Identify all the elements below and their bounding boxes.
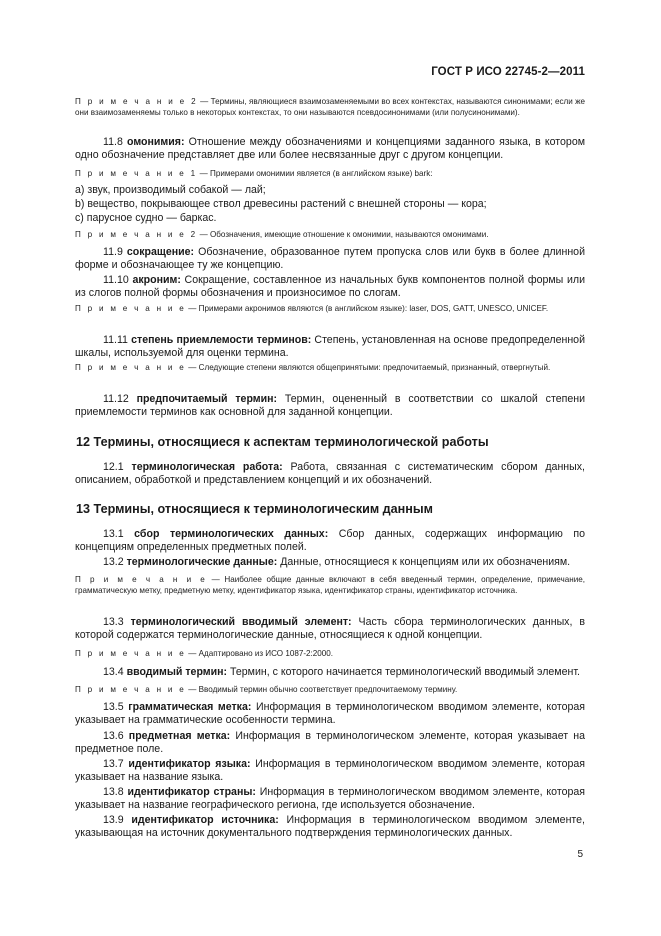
- term-text: Обозначение, образованное путем пропуска слов или букв в более длинной форме и обозначающее ту же концепцию.: [75, 246, 585, 271]
- term-text: Термин, с которого начинается терминологический вводимый элемент.: [227, 666, 580, 678]
- term-number: 13.4: [103, 666, 124, 678]
- list-item: a) звук, производимый собакой — лай;: [75, 184, 266, 196]
- note-label: П р и м е ч а н и е: [75, 685, 187, 694]
- term-number: 12.1: [103, 461, 124, 473]
- term-number: 13.2: [103, 556, 124, 568]
- list-item: c) парусное судно — баркас.: [75, 212, 217, 224]
- term-name: омонимия:: [127, 136, 185, 148]
- term-definition: [75, 393, 585, 419]
- term-name: сбор терминологических данных:: [134, 528, 329, 540]
- term-name: акроним:: [132, 274, 181, 286]
- term-text: Информация в терминологическом элементе, которая указывает на предметное поле.: [75, 730, 585, 755]
- note-paragraph: [75, 303, 585, 314]
- term-definition: [75, 461, 585, 487]
- term-number: 11.10: [103, 274, 129, 286]
- note-paragraph: [75, 574, 585, 596]
- term-definition: [75, 616, 585, 642]
- term-number: 11.9: [103, 246, 123, 258]
- note-text: — Адаптировано из ИСО 1087-2:2000.: [186, 649, 334, 658]
- term-text: Работа, связанная с систематическим сбором данных, описанием, обработкой и представлением концепций и их обозначений.: [75, 461, 585, 486]
- note-label: П р и м е ч а н и е 2: [75, 97, 198, 106]
- term-number: 13.6: [103, 730, 124, 742]
- note-text: — Обозначения, имеющие отношение к омонимии, называются омонимами.: [197, 230, 489, 239]
- term-name: сокращение:: [126, 246, 195, 258]
- term-definition: [75, 274, 585, 300]
- term-name: идентификатор языка:: [128, 758, 251, 770]
- term-name: идентификатор страны:: [127, 786, 256, 798]
- term-definition: [75, 814, 585, 840]
- note-paragraph: [75, 362, 585, 373]
- term-name: идентификатор источника:: [131, 814, 279, 826]
- note-label: П р и м е ч а н и е: [75, 575, 208, 584]
- term-text: Информация в терминологическом вводимом элементе, указывающая на источник документального подтверждения терминологических данных.: [75, 814, 585, 839]
- note-text: — Вводимый термин обычно соответствует предпочитаемому термину.: [186, 685, 458, 694]
- note-label: П р и м е ч а н и е: [75, 649, 187, 658]
- note-label: П р и м е ч а н и е: [75, 304, 187, 313]
- term-text: Отношение между обозначениями и концепциями заданного языка, в котором одно обозначение представляет две или более несвязанные друг с другом концепции.: [75, 136, 586, 161]
- term-definition: [75, 786, 585, 812]
- term-name: вводимый термин:: [126, 666, 228, 678]
- section-heading: 12 Термины, относящиеся к аспектам терминологической работы: [76, 435, 489, 449]
- note-label: П р и м е ч а н и е 2: [75, 230, 198, 239]
- term-definition: [75, 730, 585, 756]
- term-number: 11.8: [103, 136, 123, 148]
- term-text: Информация в терминологическом вводимом элементе, которая указывает на название языка.: [75, 758, 585, 783]
- term-definition: [75, 334, 585, 360]
- term-text: Часть сбора терминологических данных, в которой содержатся терминологические данные, относящиеся к одной концепции.: [75, 616, 585, 641]
- term-name: предметная метка:: [128, 730, 231, 742]
- list-item: b) вещество, покрывающее ствол древесины растений с внешней стороны — кора;: [75, 198, 487, 210]
- note-text: — Термины, являющиеся взаимозаменяемыми во всех контекстах, называются синонимами; если же они взаимозаменяемы только в некоторых контекстах, то они называются псевдосинонимами (или полусинонимами).: [75, 97, 586, 117]
- term-text: Данные, относящиеся к концепциям или их обозначениям.: [277, 556, 571, 568]
- term-text: Сбор данных, содержащих информацию по концепциям определенных предметных полей.: [75, 528, 586, 553]
- note-text: — Примерами омонимии является (в английском языке) bark:: [197, 169, 433, 178]
- term-number: 13.8: [103, 786, 124, 798]
- term-number: 13.7: [103, 758, 124, 770]
- section-heading: 13 Термины, относящиеся к терминологическим данным: [76, 502, 433, 516]
- note-paragraph: [75, 229, 585, 240]
- term-number: 11.12: [103, 393, 129, 405]
- term-name: терминологическая работа:: [131, 461, 283, 473]
- note-label: П р и м е ч а н и е 1: [75, 169, 198, 178]
- term-definition: [75, 701, 585, 727]
- note-text: — Наиболее общие данные включают в себя введенный термин, определение, примечание, грамматическую метку, предметную метку, идентификатор языка, идентификатор страны, идентификатор источника.: [75, 575, 585, 595]
- document-header: ГОСТ Р ИСО 22745-2—2011: [431, 66, 585, 78]
- term-name: предпочитаемый термин:: [136, 393, 278, 405]
- term-name: грамматическая метка:: [128, 701, 252, 713]
- term-number: 13.5: [103, 701, 124, 713]
- term-text: Степень, установленная на основе предопределенной шкалы, используемой для оценки термина.: [75, 334, 585, 359]
- term-number: 13.1: [103, 528, 124, 540]
- term-number: 13.3: [103, 616, 124, 628]
- term-number: 13.9: [103, 814, 124, 826]
- term-name: степень приемлемости терминов:: [131, 334, 312, 346]
- term-text: Информация в терминологическом вводимом элементе, которая указывает на название географического региона, где используется обозначение.: [75, 786, 585, 811]
- term-text: Термин, оцененный в соответствии со шкалой степени приемлемости терминов как основной для заданной концепции.: [75, 393, 585, 418]
- term-definition: [75, 136, 585, 162]
- term-definition: [75, 556, 585, 569]
- note-label: П р и м е ч а н и е: [75, 363, 187, 372]
- term-definition: [75, 666, 585, 679]
- term-definition: [75, 758, 585, 784]
- note-text: — Примерами акронимов являются (в английском языке): laser, DOS, GATT, UNESCO, UNICEF.: [186, 304, 549, 313]
- note-text: — Следующие степени являются общепринятыми: предпочитаемый, признанный, отвергнутый.: [186, 363, 551, 372]
- note-paragraph: [75, 648, 585, 659]
- term-name: терминологический вводимый элемент:: [130, 616, 352, 628]
- page-number: 5: [577, 849, 583, 860]
- term-definition: [75, 528, 585, 554]
- term-name: терминологические данные:: [126, 556, 278, 568]
- note-paragraph: [75, 168, 585, 179]
- term-text: Информация в терминологическом вводимом элементе, которая указывает на грамматические особенности термина.: [75, 701, 585, 726]
- note-paragraph: [75, 684, 585, 695]
- note-paragraph: [75, 96, 585, 118]
- term-definition: [75, 246, 585, 272]
- term-number: 11.11: [103, 334, 128, 346]
- term-text: Сокращение, составленное из начальных букв компонентов полной формы или из слогов полной формы обозначения и произносимое по слогам.: [75, 274, 585, 299]
